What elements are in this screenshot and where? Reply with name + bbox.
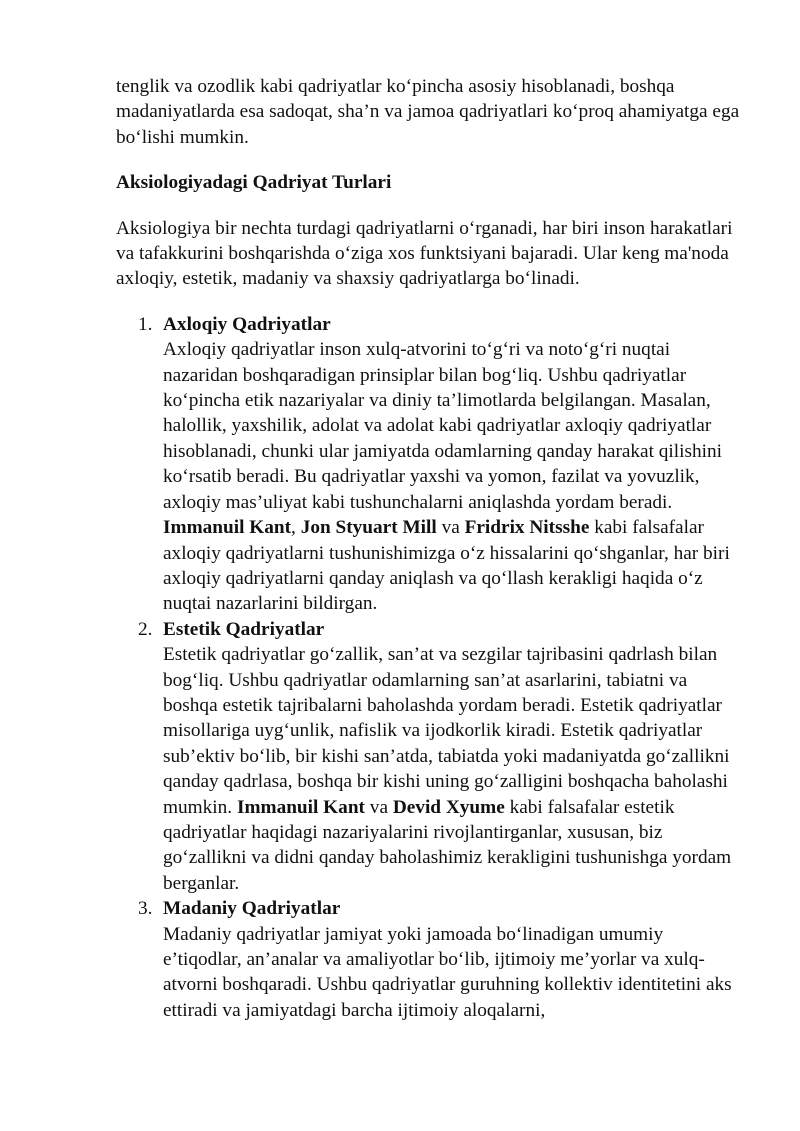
separator: , <box>291 517 296 539</box>
philosopher-name: Immanuil Kant <box>163 517 292 539</box>
list-number: 1. <box>138 313 153 335</box>
list-item-text: kabi falsafalar estetik qadriyatlar haqidagi nazariyalarini rivojlantirganlar, xususan, biz go‘zallikni va didni qanday baholashimiz kerakligini tushunishga yordam berganlar. <box>163 796 732 894</box>
section-paragraph: Aksiologiya bir nechta turdagi qadriyatlarni o‘rganadi, har biri inson harakatlari va tafakkurini boshqarishda o‘ziga xos funktsiyani bajaradi. Ular keng ma'noda axloqiy, estetik, madaniy va shaxsiy qadriyatlarga bo‘linadi. <box>116 217 733 290</box>
list-number: 2. <box>138 618 153 640</box>
list-item-text: Estetik qadriyatlar go‘zallik, san’at va sezgilar tajribasini qadrlash bilan bog‘liq. Ushbu qadriyatlar odamlarning san’at asarlarini, tabiatni va boshqa estetik tajribalarni baholashda yordam beradi. Estetik qadriyatlar misollariga uyg‘unlik, nafislik va ijodkorlik kiradi. Estetik qadriyatlar sub’ektiv bo‘lib, bir kishi san’atda, tabiatda yoki madaniyatda go‘zallikni qanday qadrlasa, boshqa bir kishi uning go‘zalligini boshqacha baholashi mumkin. <box>163 644 730 818</box>
philosopher-name: Immanuil Kant <box>236 796 365 818</box>
list-number: 3. <box>138 898 153 920</box>
list-item-text: Axloqiy qadriyatlar inson xulq-atvorini to‘g‘ri va noto‘g‘ri nuqtai nazaridan boshqaradigan prinsiplar bilan bog‘liq. Ushbu qadriyatlar ko‘pincha etik nazariyalar va diniy ta’limotlarda belgilangan. Masalan, halollik, yaxshilik, adolat va adolat kabi qadriyatlar axloqiy qadriyatlar hisoblanadi, chunki ular jamiyatda odamlarning qanday harakat qilishini ko‘rsatib beradi. Bu qadriyatlar yaxshi va yomon, fazilat va yovuzlik, axloqiy mas’uliyat kabi tushunchalarni aniqlashda yordam beradi. <box>163 339 723 513</box>
separator: va <box>369 796 388 818</box>
values-list <box>116 312 744 1023</box>
list-item-title: Axloqiy Qadriyatlar <box>163 313 331 335</box>
list-item-text: kabi falsafalar axloqiy qadriyatlarni tushunishimizga o‘z hissalarini qo‘shganlar, har biri axloqiy qadriyatlarni qanday aniqlash va qo‘llash kerakligi haqida o‘z nuqtai nazarlarini bildirgan. <box>163 517 730 615</box>
list-item <box>116 896 744 1023</box>
philosopher-name: Fridrix Nitsshe <box>464 517 590 539</box>
philosopher-name: Jon Styuart Mill <box>300 517 437 539</box>
separator: va <box>441 517 460 539</box>
list-item <box>116 312 744 617</box>
intro-paragraph: tenglik va ozodlik kabi qadriyatlar ko‘pincha asosiy hisoblanadi, boshqa madaniyatlarda esa sadoqat, sha’n va jamoa qadriyatlari ko‘proq ahamiyatga ega bo‘lishi mumkin. <box>116 76 740 148</box>
document-page <box>116 74 744 1023</box>
list-item <box>116 617 744 896</box>
list-item-title: Madaniy Qadriyatlar <box>163 898 341 920</box>
philosopher-name: Devid Xyume <box>392 796 505 818</box>
list-item-title: Estetik Qadriyatlar <box>163 618 325 640</box>
list-item-text: Madaniy qadriyatlar jamiyat yoki jamoada bo‘linadigan umumiy e’tiqodlar, an’analar va amaliyotlar bo‘lib, ijtimoiy me’yorlar va xulq-atvorni boshqaradi. Ushbu qadriyatlar guruhning kollektiv identitetini aks ettiradi va jamiyatdagi barcha ijtimoiy aloqalarni, <box>163 923 732 1021</box>
section-heading: Aksiologiyadagi Qadriyat Turlari <box>116 172 392 194</box>
